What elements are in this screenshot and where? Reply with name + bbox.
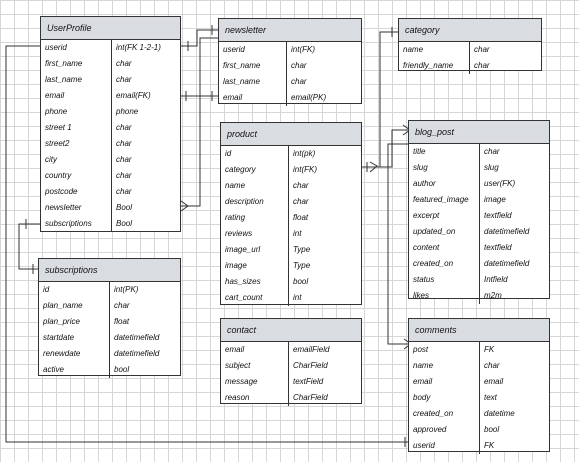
field-type: char xyxy=(116,59,132,68)
field-type: int(pk) xyxy=(293,149,316,158)
field-row xyxy=(221,194,361,210)
link-category-product xyxy=(362,32,398,167)
field-row xyxy=(221,390,361,406)
field-row xyxy=(41,40,180,56)
table-title: blog_post xyxy=(409,121,549,144)
field-name: rating xyxy=(225,213,246,222)
field-type: text xyxy=(484,393,497,402)
field-row xyxy=(409,406,549,422)
field-row xyxy=(221,290,361,306)
field-type: int(FK 1-2-1) xyxy=(116,43,161,52)
field-row xyxy=(39,330,180,346)
field-row xyxy=(409,256,549,272)
field-type: phone xyxy=(116,107,139,116)
field-name: reason xyxy=(225,393,250,402)
field-row xyxy=(41,168,180,184)
field-type: datetimefield xyxy=(484,259,530,268)
field-name: street2 xyxy=(45,139,70,148)
field-name: author xyxy=(413,179,436,188)
field-type: Type xyxy=(293,261,311,270)
field-type: char xyxy=(474,45,490,54)
field-type: bool xyxy=(293,277,309,286)
field-row xyxy=(41,152,180,168)
field-name: plan_price xyxy=(43,317,80,326)
field-row xyxy=(409,144,549,160)
field-name: has_sizes xyxy=(225,277,261,286)
field-row xyxy=(221,210,361,226)
field-row xyxy=(41,104,180,120)
field-type: int(PK) xyxy=(114,285,139,294)
table-title: UserProfile xyxy=(41,17,180,40)
field-row xyxy=(221,358,361,374)
field-type: textfield xyxy=(484,211,512,220)
field-row xyxy=(41,120,180,136)
field-name: content xyxy=(413,243,440,252)
field-name: body xyxy=(413,393,431,402)
field-type: char xyxy=(484,361,500,370)
link-product-blog xyxy=(372,130,410,167)
field-name: newsletter xyxy=(45,203,82,212)
field-list xyxy=(221,342,361,406)
field-row xyxy=(219,90,361,106)
field-name: likes xyxy=(413,291,430,300)
field-type: float xyxy=(114,317,130,326)
field-type: email(FK) xyxy=(116,91,151,100)
table-contact[interactable] xyxy=(220,318,362,404)
field-name: street 1 xyxy=(45,123,72,132)
table-subscriptions[interactable] xyxy=(38,258,181,376)
field-type: datetimefield xyxy=(484,227,530,236)
field-row xyxy=(409,422,549,438)
field-name: created_on xyxy=(413,409,454,418)
field-type: Intfield xyxy=(484,275,508,284)
field-row xyxy=(409,438,549,454)
field-type: char xyxy=(293,197,309,206)
field-type: int(FK) xyxy=(291,45,315,54)
field-row xyxy=(409,160,549,176)
field-row xyxy=(221,242,361,258)
field-name: description xyxy=(225,197,264,206)
table-userprofile[interactable] xyxy=(40,16,181,232)
field-name: userid xyxy=(45,43,67,52)
table-title: category xyxy=(399,19,541,42)
field-type: textfield xyxy=(484,243,512,252)
field-name: last_name xyxy=(223,77,260,86)
field-row xyxy=(409,224,549,240)
field-name: first_name xyxy=(223,61,261,70)
field-row xyxy=(39,362,180,378)
field-row xyxy=(221,258,361,274)
field-type: m2m xyxy=(484,291,502,300)
field-row xyxy=(409,192,549,208)
field-name: id xyxy=(43,285,50,294)
field-type: int xyxy=(293,229,302,238)
field-list xyxy=(409,144,549,304)
field-name: email xyxy=(413,377,433,386)
field-name: slug xyxy=(413,163,428,172)
field-type: Bool xyxy=(116,203,133,212)
field-name: city xyxy=(45,155,57,164)
field-type: char xyxy=(116,171,132,180)
field-name: cart_count xyxy=(225,293,263,302)
field-name: name xyxy=(225,181,246,190)
field-type: image xyxy=(484,195,506,204)
field-name: message xyxy=(225,377,258,386)
field-type: char xyxy=(116,187,132,196)
field-type: int(FK) xyxy=(293,165,317,174)
field-name: startdate xyxy=(43,333,75,342)
field-row xyxy=(409,272,549,288)
table-title: contact xyxy=(221,319,361,342)
field-name: phone xyxy=(45,107,68,116)
field-row xyxy=(399,58,541,74)
field-row xyxy=(221,162,361,178)
field-row xyxy=(399,42,541,58)
field-type: datetimefield xyxy=(114,333,160,342)
field-name: image_url xyxy=(225,245,261,254)
field-row xyxy=(39,346,180,362)
link-newsletter-flag xyxy=(181,38,218,206)
table-title: newsletter xyxy=(219,19,361,42)
field-name: email xyxy=(225,345,245,354)
field-row xyxy=(409,176,549,192)
field-row xyxy=(221,178,361,194)
field-type: FK xyxy=(484,345,495,354)
field-name: first_name xyxy=(45,59,83,68)
field-row xyxy=(219,42,361,58)
field-row xyxy=(41,184,180,200)
table-title: product xyxy=(221,123,361,146)
field-row xyxy=(39,282,180,298)
field-type: user(FK) xyxy=(484,179,516,188)
field-type: char xyxy=(484,147,500,156)
field-name: status xyxy=(413,275,435,284)
field-type: char xyxy=(116,155,132,164)
field-name: name xyxy=(413,361,434,370)
table-category[interactable] xyxy=(398,18,542,71)
field-row xyxy=(221,146,361,162)
field-row xyxy=(219,58,361,74)
field-name: userid xyxy=(413,441,435,450)
field-type: CharField xyxy=(293,361,328,370)
field-list xyxy=(219,42,361,106)
field-name: approved xyxy=(413,425,447,434)
table-product[interactable] xyxy=(220,122,362,305)
field-list xyxy=(409,342,549,454)
field-row xyxy=(39,298,180,314)
table-title: comments xyxy=(409,319,549,342)
field-row xyxy=(41,56,180,72)
field-type: bool xyxy=(484,425,500,434)
table-comments[interactable] xyxy=(408,318,550,452)
field-row xyxy=(221,374,361,390)
field-row xyxy=(41,88,180,104)
field-type: emailField xyxy=(293,345,330,354)
field-list xyxy=(39,282,180,378)
field-type: char xyxy=(116,123,132,132)
field-type: email xyxy=(484,377,504,386)
field-row xyxy=(409,374,549,390)
field-name: name xyxy=(403,45,424,54)
field-name: image xyxy=(225,261,247,270)
field-row xyxy=(41,136,180,152)
field-name: subject xyxy=(225,361,251,370)
field-name: plan_name xyxy=(43,301,83,310)
field-row xyxy=(221,342,361,358)
field-type: char xyxy=(291,77,307,86)
field-name: id xyxy=(225,149,232,158)
field-type: datetimefield xyxy=(114,349,160,358)
field-name: country xyxy=(45,171,72,180)
field-type: FK xyxy=(484,441,495,450)
field-row xyxy=(409,390,549,406)
field-name: friendly_name xyxy=(403,61,454,70)
field-type: Bool xyxy=(116,219,133,228)
field-name: active xyxy=(43,365,64,374)
table-title: subscriptions xyxy=(39,259,180,282)
field-name: email xyxy=(45,91,65,100)
table-blog-post[interactable] xyxy=(408,120,550,299)
field-name: updated_on xyxy=(413,227,456,236)
field-name: renewdate xyxy=(43,349,81,358)
field-type: Type xyxy=(293,245,311,254)
field-name: post xyxy=(413,345,429,354)
field-type: char xyxy=(116,75,132,84)
field-type: textField xyxy=(293,377,324,386)
field-name: subscriptions xyxy=(45,219,92,228)
field-name: created_on xyxy=(413,259,454,268)
field-list xyxy=(221,146,361,306)
field-name: postcode xyxy=(45,187,78,196)
field-name: userid xyxy=(223,45,245,54)
field-name: title xyxy=(413,147,426,156)
field-row xyxy=(39,314,180,330)
field-row xyxy=(41,216,180,232)
field-type: char xyxy=(114,301,130,310)
field-type: slug xyxy=(484,163,499,172)
field-type: float xyxy=(293,213,309,222)
field-type: email(PK) xyxy=(291,93,327,102)
link-userprofile-newsletter xyxy=(181,30,218,46)
field-type: bool xyxy=(114,365,130,374)
field-type: datetime xyxy=(484,409,515,418)
field-name: last_name xyxy=(45,75,82,84)
field-row xyxy=(41,200,180,216)
field-row xyxy=(409,240,549,256)
field-name: email xyxy=(223,93,243,102)
field-list xyxy=(399,42,541,74)
field-row xyxy=(41,72,180,88)
table-newsletter[interactable] xyxy=(218,18,362,104)
field-type: CharField xyxy=(293,393,328,402)
field-type: char xyxy=(293,181,309,190)
field-name: featured_image xyxy=(413,195,469,204)
field-row xyxy=(409,358,549,374)
field-list xyxy=(41,40,180,232)
field-name: excerpt xyxy=(413,211,440,220)
field-row xyxy=(221,274,361,290)
field-type: char xyxy=(116,139,132,148)
field-row xyxy=(409,288,549,304)
field-row xyxy=(221,226,361,242)
field-row xyxy=(219,74,361,90)
field-row xyxy=(409,208,549,224)
field-type: int xyxy=(293,293,302,302)
field-row xyxy=(409,342,549,358)
field-type: char xyxy=(474,61,490,70)
field-name: category xyxy=(225,165,256,174)
field-type: char xyxy=(291,61,307,70)
field-name: reviews xyxy=(225,229,253,238)
